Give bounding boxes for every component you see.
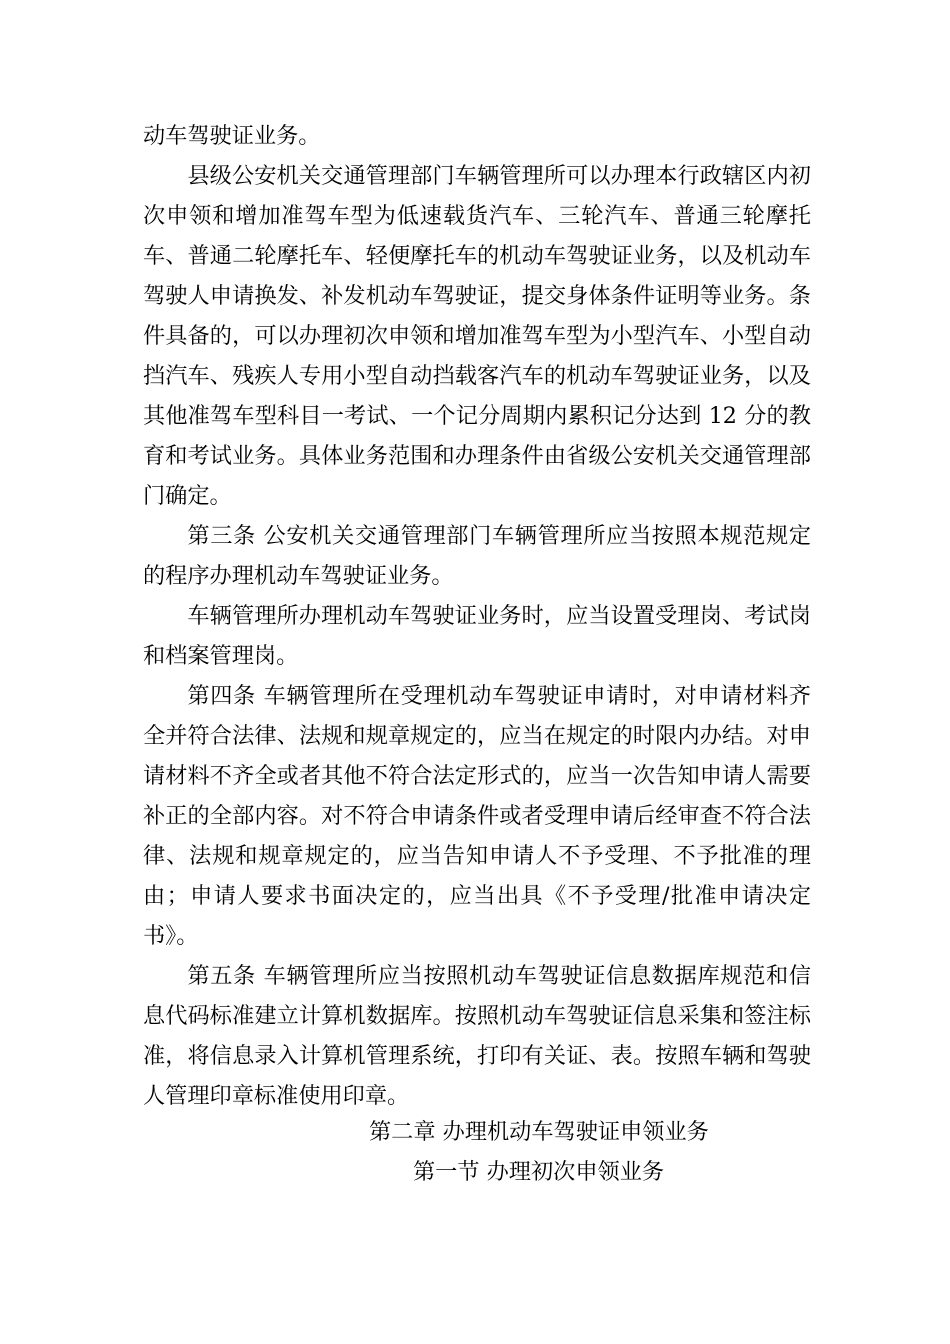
- body-text: [143, 116, 811, 1116]
- chapter-headings: [143, 1112, 811, 1192]
- paragraph-continuation: 动车驾驶证业务。: [143, 123, 321, 149]
- paragraph-posts: 车辆管理所办理机动车驾驶证业务时，应当设置受理岗、考试岗和档案管理岗。: [143, 603, 811, 669]
- paragraph-article-4: 第四条 车辆管理所在受理机动车驾驶证申请时，对申请材料齐全并符合法律、法规和规章规定的，应当在规定的时限内办结。对申请材料不齐全或者其他不符合法定形式的，应当一次告知申请人需要补正的全部内容。对不符合申请条件或者受理申请后经审查不符合法律、法规和规章规定的，应当告知申请人不予受理、不予批准的理由；申请人要求书面决定的，应当出具《不予受理/批准申请决定书》。: [143, 683, 811, 949]
- paragraph-county-office-scope: 县级公安机关交通管理部门车辆管理所可以办理本行政辖区内初次申领和增加准驾车型为低速载货汽车、三轮汽车、普通三轮摩托车、普通二轮摩托车、轻便摩托车的机动车驾驶证业务，以及机动车驾驶人申请换发、补发机动车驾驶证，提交身体条件证明等业务。条件具备的，可以办理初次申领和增加准驾车型为小型汽车、小型自动挡汽车、残疾人专用小型自动挡载客汽车的机动车驾驶证业务，以及其他准驾车型科目一考试、一个记分周期内累积记分达到 12 分的教育和考试业务。具体业务范围和办理条件由省级公安机关交通管理部门确定。: [143, 163, 811, 509]
- section-title: 第一节 办理初次申领业务: [413, 1159, 665, 1185]
- chapter-title: 第二章 办理机动车驾驶证申领业务: [369, 1119, 709, 1145]
- paragraph-article-5: 第五条 车辆管理所应当按照机动车驾驶证信息数据库规范和信息代码标准建立计算机数据库。按照机动车驾驶证信息采集和签注标准，将信息录入计算机管理系统，打印有关证、表。按照车辆和驾驶人管理印章标准使用印章。: [143, 963, 811, 1109]
- paragraph-article-3: 第三条 公安机关交通管理部门车辆管理所应当按照本规范规定的程序办理机动车驾驶证业务。: [143, 523, 811, 589]
